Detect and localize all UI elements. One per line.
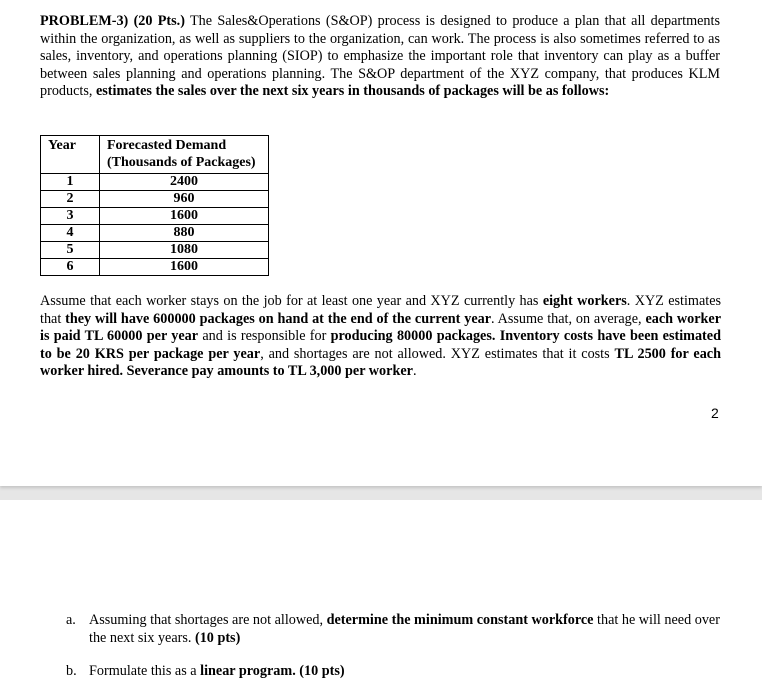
assumption-text: . XYZ estimates that <box>40 293 722 327</box>
assumption-bold: each worker is paid TL 60000 per year <box>40 310 722 345</box>
assumption-bold: TL 2500 for each worker hired. Severance pay amounts to TL 3,000 per worker <box>40 345 721 380</box>
demand-cell: 1600 <box>100 208 269 225</box>
assumption-text: . Assume that, on average, <box>491 310 646 327</box>
table-row <box>41 225 269 242</box>
question-a <box>66 612 726 647</box>
questions-list <box>66 612 726 681</box>
year-cell: 1 <box>41 174 100 191</box>
question-bold: determine the minimum constant workforce <box>326 612 594 628</box>
assumption-bold: they will have 600000 packages on hand at the end of the current year <box>65 310 492 327</box>
assumption-bold: producing 80000 packages. Inventory costs have been estimated to be 20 KRS per package per year <box>40 328 721 362</box>
problem-heading: PROBLEM-3) (20 Pts.) <box>40 13 185 29</box>
question-a-text <box>89 612 726 647</box>
assumption-text: , and shortages are not allowed. XYZ estimates that it costs <box>260 345 615 362</box>
demand-cell: 1080 <box>100 242 269 259</box>
intro-bold-text: estimates the sales over the next six years in thousands of packages will be as follows: <box>95 83 610 100</box>
demand-table <box>40 135 269 276</box>
question-b <box>66 663 726 681</box>
demand-cell: 2400 <box>100 174 269 191</box>
assumption-text: and is responsible for <box>198 328 331 345</box>
question-text: Formulate this as a <box>89 663 201 680</box>
table-row <box>41 174 269 191</box>
page-2 <box>0 500 762 694</box>
year-column-header: Year <box>41 136 100 174</box>
assumption-text: . <box>412 363 417 380</box>
year-cell: 4 <box>41 225 100 242</box>
question-b-letter: b. <box>66 663 77 680</box>
page-number: 2 <box>711 405 719 421</box>
demand-cell: 880 <box>100 225 269 242</box>
year-cell: 5 <box>41 242 100 259</box>
demand-cell: 1600 <box>100 259 269 276</box>
question-a-letter: a. <box>66 612 76 628</box>
table-row <box>41 191 269 208</box>
question-text: that he will need over the next six years. <box>89 612 720 646</box>
table-row <box>41 259 269 276</box>
problem-intro <box>40 13 720 101</box>
demand-column-header <box>100 136 269 174</box>
table-header-row <box>41 136 269 174</box>
question-text: Assuming that shortages are not allowed, <box>89 612 327 628</box>
assumptions-paragraph <box>40 293 721 381</box>
assumption-text: Assume that each worker stays on the job for at least one year and XYZ currently has <box>40 293 543 309</box>
assumption-bold: eight workers <box>542 293 627 309</box>
year-cell: 6 <box>41 259 100 276</box>
demand-header-line1: Forecasted Demand <box>107 138 227 153</box>
intro-text: The Sales&Operations (S&OP) process is designed to produce a plan that all departments within the organization, as well as suppliers to the organization, can work. The process is also sometimes referred to as sales, inventory, and operations planning (SIOP) to emphasize the important role that inventory can play as a buffer between sales planning and operations planning. The S&OP department of the XYZ company, that produces KLM products, <box>40 13 720 100</box>
question-b-text <box>89 663 726 681</box>
table-row <box>41 208 269 225</box>
demand-cell: 960 <box>100 191 269 208</box>
question-bold: linear program. (10 pts) <box>200 663 345 680</box>
year-cell: 2 <box>41 191 100 208</box>
year-cell: 3 <box>41 208 100 225</box>
table-row <box>41 242 269 259</box>
demand-header-line2: (Thousands of Packages) <box>107 155 256 170</box>
question-points: (10 pts) <box>194 629 241 646</box>
